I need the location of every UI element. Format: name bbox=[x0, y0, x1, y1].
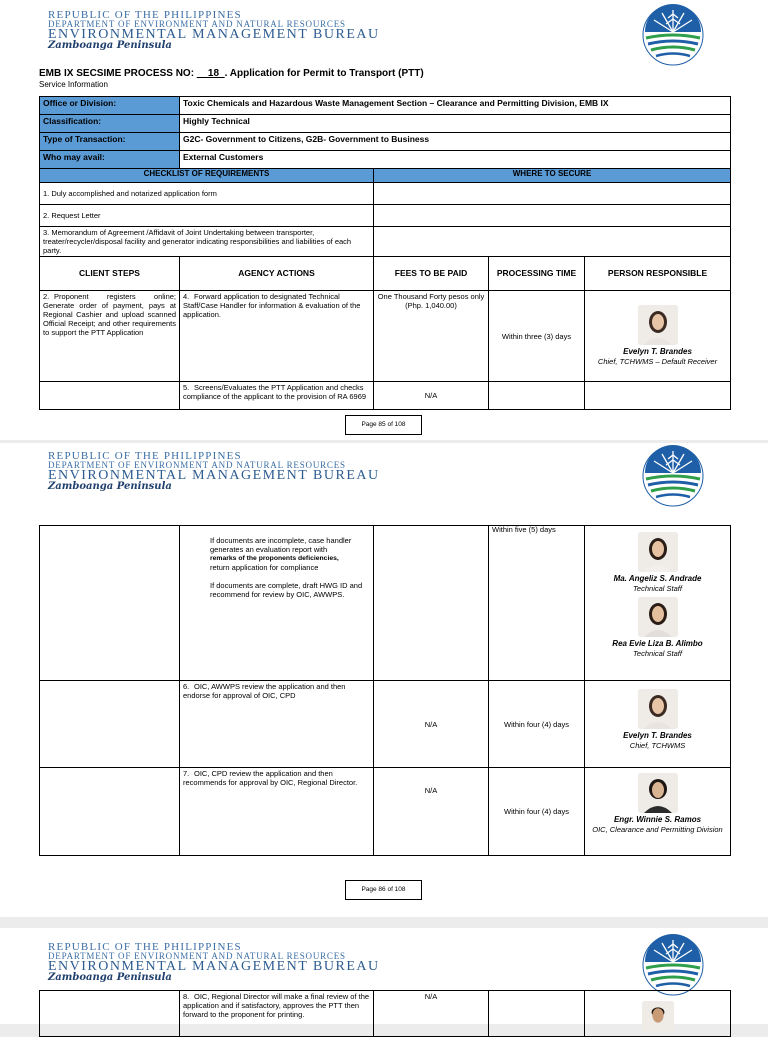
service-info-label: Service Information bbox=[39, 80, 108, 89]
col-fees: FEES TO BE PAID bbox=[374, 257, 489, 291]
person-role: Chief, TCHWMS bbox=[629, 741, 686, 750]
checklist-row bbox=[40, 205, 731, 227]
step-2-client: 2. Proponent registers online; Generate order of payment, pays at Regional Cashier and upload scanned Official Receipt; and other requirements to support the PTT Application bbox=[40, 291, 180, 382]
step-4-fee: One Thousand Forty pesos only (Php. 1,040.00) bbox=[374, 291, 489, 382]
who-value: External Customers bbox=[180, 151, 731, 169]
person-name: Evelyn T. Brandes bbox=[623, 347, 692, 356]
step-7-fee: N/A bbox=[374, 768, 489, 856]
process-title: EMB IX SECSIME PROCESS NO: __18_. Application for Permit to Transport (PTT) bbox=[39, 68, 424, 79]
avatar bbox=[638, 532, 678, 572]
step-row bbox=[40, 291, 731, 382]
col-agency-actions: AGENCY ACTIONS bbox=[180, 257, 374, 291]
person-name: Engr. Winnie S. Ramos bbox=[613, 815, 702, 824]
header-republic: REPUBLIC OF THE PHILIPPINES bbox=[48, 9, 242, 21]
col-processing-time: PROCESSING TIME bbox=[489, 257, 585, 291]
process-number: __18_ bbox=[196, 68, 225, 79]
process-steps-table bbox=[39, 525, 731, 856]
step-8-fee: N/A bbox=[374, 991, 489, 1037]
step-7-person bbox=[585, 768, 731, 856]
header-denr: DEPARTMENT OF ENVIRONMENT AND NATURAL RESOURCES bbox=[48, 951, 346, 961]
header-region: Zamboanga Peninsula bbox=[48, 972, 172, 983]
checklist-item-2: 2. Request Letter bbox=[40, 205, 374, 227]
step-row bbox=[40, 382, 731, 410]
office-label: Office or Division: bbox=[40, 97, 180, 115]
avatar bbox=[642, 1001, 674, 1033]
type-label: Type of Transaction: bbox=[40, 133, 180, 151]
service-info-table bbox=[39, 96, 731, 410]
office-value: Toxic Chemicals and Hazardous Waste Management Section – Clearance and Permitting Division, EMB IX bbox=[180, 97, 731, 115]
info-row-who bbox=[40, 151, 731, 169]
checklist-col-where: WHERE TO SECURE bbox=[374, 169, 731, 183]
emb-header bbox=[48, 10, 448, 52]
step-row bbox=[40, 526, 731, 681]
step-evaluation-persons bbox=[585, 526, 731, 681]
person-role: Technical Staff bbox=[633, 584, 682, 593]
header-emb: ENVIRONMENTAL MANAGEMENT BUREAU bbox=[48, 27, 380, 42]
header-denr: DEPARTMENT OF ENVIRONMENT AND NATURAL RESOURCES bbox=[48, 460, 346, 470]
emb-header bbox=[48, 451, 448, 493]
step-8-action: 8. OIC, Regional Director will make a final review of the application and if satisfactory, approves the PTT then forward to the proponent for printing. bbox=[180, 991, 374, 1037]
step-evaluation-time: Within five (5) days bbox=[489, 526, 585, 681]
header-republic: REPUBLIC OF THE PHILIPPINES bbox=[48, 941, 242, 953]
person-name: Rea Evie Liza B. Alimbo bbox=[612, 639, 703, 648]
checklist-item-3: 3. Memorandum of Agreement /Affidavit of Joint Undertaking between transporter, treater/recycler/disposal facility and generator indicating responsibilities and liabilities of each party. bbox=[40, 227, 374, 257]
step-4-person bbox=[585, 291, 731, 382]
step-6-action: 6. OIC, AWWPS review the application and then endorse for approval of OIC, CPD bbox=[180, 681, 374, 768]
header-emb: ENVIRONMENTAL MANAGEMENT BUREAU bbox=[48, 959, 380, 974]
step-7-action: 7. OIC, CPD review the application and then recommends for approval by OIC, Regional Director. bbox=[180, 768, 374, 856]
col-person-responsible: PERSON RESPONSIBLE bbox=[585, 257, 731, 291]
step-6-fee: N/A bbox=[374, 681, 489, 768]
page-number: Page 86 of 108 bbox=[345, 880, 422, 900]
avatar bbox=[638, 597, 678, 637]
checklist-col-requirements: CHECKLIST OF REQUIREMENTS bbox=[40, 169, 374, 183]
info-row-classification bbox=[40, 115, 731, 133]
checklist-row bbox=[40, 227, 731, 257]
page-number: Page 85 of 108 bbox=[345, 415, 422, 435]
info-row-type bbox=[40, 133, 731, 151]
checklist-row bbox=[40, 183, 731, 205]
avatar bbox=[638, 689, 678, 729]
checklist-header bbox=[40, 169, 731, 183]
step-4-action: 4. Forward application to designated Technical Staff/Case Handler for information & evaluation of the application. bbox=[180, 291, 374, 382]
step-row bbox=[40, 768, 731, 856]
step-5-action: 5. Screens/Evaluates the PTT Application and checks compliance of the applicant to the provision of RA 6969 bbox=[180, 382, 374, 410]
emb-logo-icon bbox=[642, 4, 704, 66]
avatar bbox=[638, 773, 678, 813]
header-region: Zamboanga Peninsula bbox=[48, 40, 172, 51]
classification-value: Highly Technical bbox=[180, 115, 731, 133]
process-steps-table bbox=[39, 990, 731, 1037]
steps-header bbox=[40, 257, 731, 291]
person-name: Evelyn T. Brandes bbox=[623, 731, 692, 740]
emb-logo-icon bbox=[642, 445, 704, 507]
type-value: G2C- Government to Citizens, G2B- Government to Business bbox=[180, 133, 731, 151]
step-row bbox=[40, 991, 731, 1037]
step-row bbox=[40, 681, 731, 768]
step-6-time: Within four (4) days bbox=[489, 681, 585, 768]
step-6-person bbox=[585, 681, 731, 768]
person-name: Ma. Angeliz S. Andrade bbox=[613, 574, 702, 583]
person-role: Chief, TCHWMS – Default Receiver bbox=[597, 357, 718, 366]
step-4-time: Within three (3) days bbox=[489, 291, 585, 382]
header-denr: DEPARTMENT OF ENVIRONMENT AND NATURAL RESOURCES bbox=[48, 19, 346, 29]
step-7-time: Within four (4) days bbox=[489, 768, 585, 856]
col-client-steps: CLIENT STEPS bbox=[40, 257, 180, 291]
page-86 bbox=[0, 443, 768, 917]
page-87 bbox=[0, 928, 768, 1024]
step-5-fee: N/A bbox=[374, 382, 489, 410]
emb-header bbox=[48, 942, 448, 984]
classification-label: Classification: bbox=[40, 115, 180, 133]
info-row-office bbox=[40, 97, 731, 115]
avatar bbox=[638, 305, 678, 345]
person-role: Technical Staff bbox=[633, 649, 682, 658]
checklist-item-1: 1. Duly accomplished and notarized application form bbox=[40, 183, 374, 205]
header-region: Zamboanga Peninsula bbox=[48, 481, 172, 492]
header-emb: ENVIRONMENTAL MANAGEMENT BUREAU bbox=[48, 468, 380, 483]
step-evaluation-action: If documents are incomplete, case handler generates an evaluation report with remarks of the proponents deficiencies, return application for compliance If documents are complete, draft HWG ID and recommend for review by OIC, AWWPS. bbox=[180, 526, 374, 681]
emb-logo-icon bbox=[642, 934, 704, 996]
header-republic: REPUBLIC OF THE PHILIPPINES bbox=[48, 450, 242, 462]
person-role: OIC, Clearance and Permitting Division bbox=[592, 825, 723, 834]
step-8-person bbox=[585, 991, 731, 1037]
who-label: Who may avail: bbox=[40, 151, 180, 169]
page-85 bbox=[0, 0, 768, 440]
